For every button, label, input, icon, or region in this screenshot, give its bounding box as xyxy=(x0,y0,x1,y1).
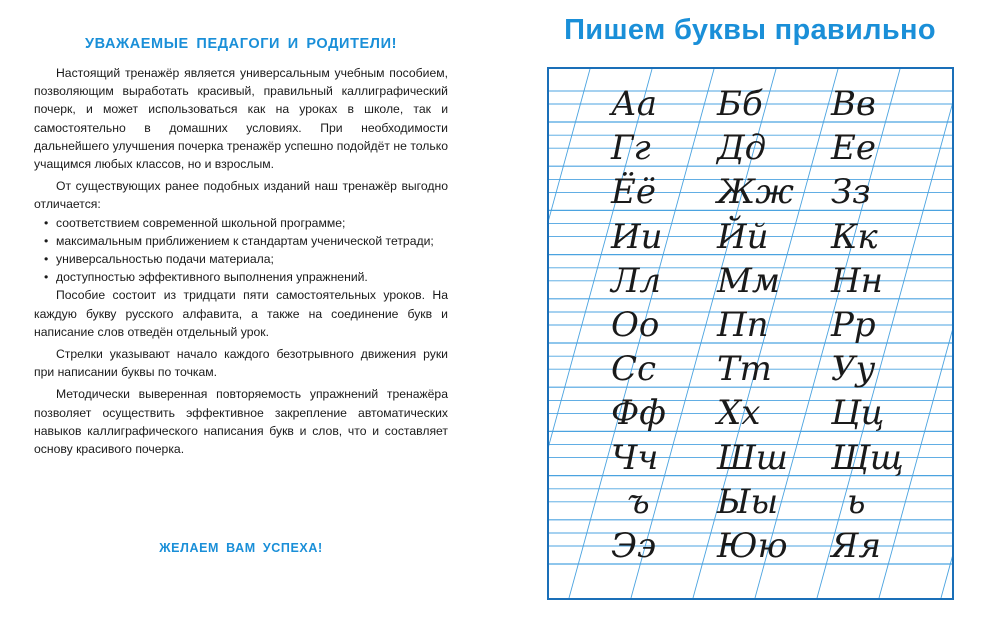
copybook-sheet xyxy=(547,67,954,600)
copybook-letter: Щщ xyxy=(831,437,904,478)
copybook-letter: Кк xyxy=(831,216,878,257)
copybook-letter: Сс xyxy=(611,349,657,390)
copybook-letter: Оо xyxy=(611,305,660,345)
list-item: • доступностью эффективного выполнения упражнений. xyxy=(34,268,448,286)
copybook-letter: Зз xyxy=(831,172,871,213)
advantages-list xyxy=(34,214,448,287)
copybook-letter: Бб xyxy=(717,84,763,124)
copybook-letter: Уу xyxy=(831,349,876,390)
copybook-letter: Шш xyxy=(717,437,789,478)
copybook-letter: Ээ xyxy=(611,526,657,566)
copybook-letter: Йй xyxy=(717,216,769,257)
copybook-letter: Юю xyxy=(717,526,788,566)
copybook-letter: Жж xyxy=(717,172,794,213)
copybook-letter: Вв xyxy=(831,84,876,124)
copybook-letter: Тт xyxy=(717,349,772,390)
copybook-letter: Чч xyxy=(611,437,659,478)
intro-paragraph-2: От существующих ранее подобных изданий наш тренажёр выгодно отличается: xyxy=(34,179,448,212)
copybook-letter: Ее xyxy=(831,128,876,169)
copybook-letter: Дд xyxy=(717,128,767,169)
intro-column xyxy=(34,30,448,600)
copybook-letter: Мм xyxy=(717,260,781,301)
copybook-letter: ъ xyxy=(627,481,650,522)
copybook-letter: Фф xyxy=(611,393,666,434)
list-item: • соответствием современной школьной программе; xyxy=(34,214,448,232)
intro-paragraph-1: Настоящий тренажёр является универсальным учебным пособием, позволяющим выработать красивый, правильный каллиграфический почерк, и может использоваться как на уроках в школе, так и самостоятельно в домашних условиях. При необходимости дальнейшего улучшения почерка тренажёр успешно подойдёт не только учащимся любых классов, но и взрослым. xyxy=(34,66,448,172)
intro-paragraph-4: Стрелки указывают начало каждого безотрывного движения руки при написании буквы по точкам. xyxy=(34,347,448,380)
list-item: • максимальным приближением к стандартам ученической тетради; xyxy=(34,232,448,250)
copybook-letter: Пп xyxy=(717,305,769,345)
copybook-letter: Лл xyxy=(611,260,662,301)
good-luck-wish: ЖЕЛАЕМ ВАМ УСПЕХА! xyxy=(159,541,323,555)
list-item: • универсальностью подачи материала; xyxy=(34,250,448,268)
copybook-letter: Аа xyxy=(611,84,658,124)
copybook-letter: Гг xyxy=(611,128,651,169)
copybook-letter: Ыы xyxy=(717,481,779,522)
copybook-letter: Цц xyxy=(831,393,885,434)
copybook-letter: ь xyxy=(847,481,866,522)
page-title: Пишем буквы правильно xyxy=(564,14,936,46)
copybook-letter: Ии xyxy=(611,216,663,257)
intro-heading: УВАЖАЕМЫЕ ПЕДАГОГИ И РОДИТЕЛИ! xyxy=(84,36,398,52)
copybook-letter: Хх xyxy=(717,393,761,434)
copybook-letter: Рр xyxy=(831,305,876,345)
intro-paragraph-3: Пособие состоит из тридцати пяти самостоятельных уроков. На каждую букву русского алфавита, а также на соединение букв и написание слов отведён отдельный урок. xyxy=(34,288,448,339)
copybook-letter: Яя xyxy=(831,526,881,566)
copybook-letter: Ёё xyxy=(611,172,656,213)
copybook-letter: Нн xyxy=(831,260,884,301)
intro-paragraph-5: Методически выверенная повторяемость упражнений тренажёра позволяет осуществить эффективное закрепление автоматических навыков каллиграфического написания букв и слов, что и составляет основу красивого почерка. xyxy=(34,387,448,457)
